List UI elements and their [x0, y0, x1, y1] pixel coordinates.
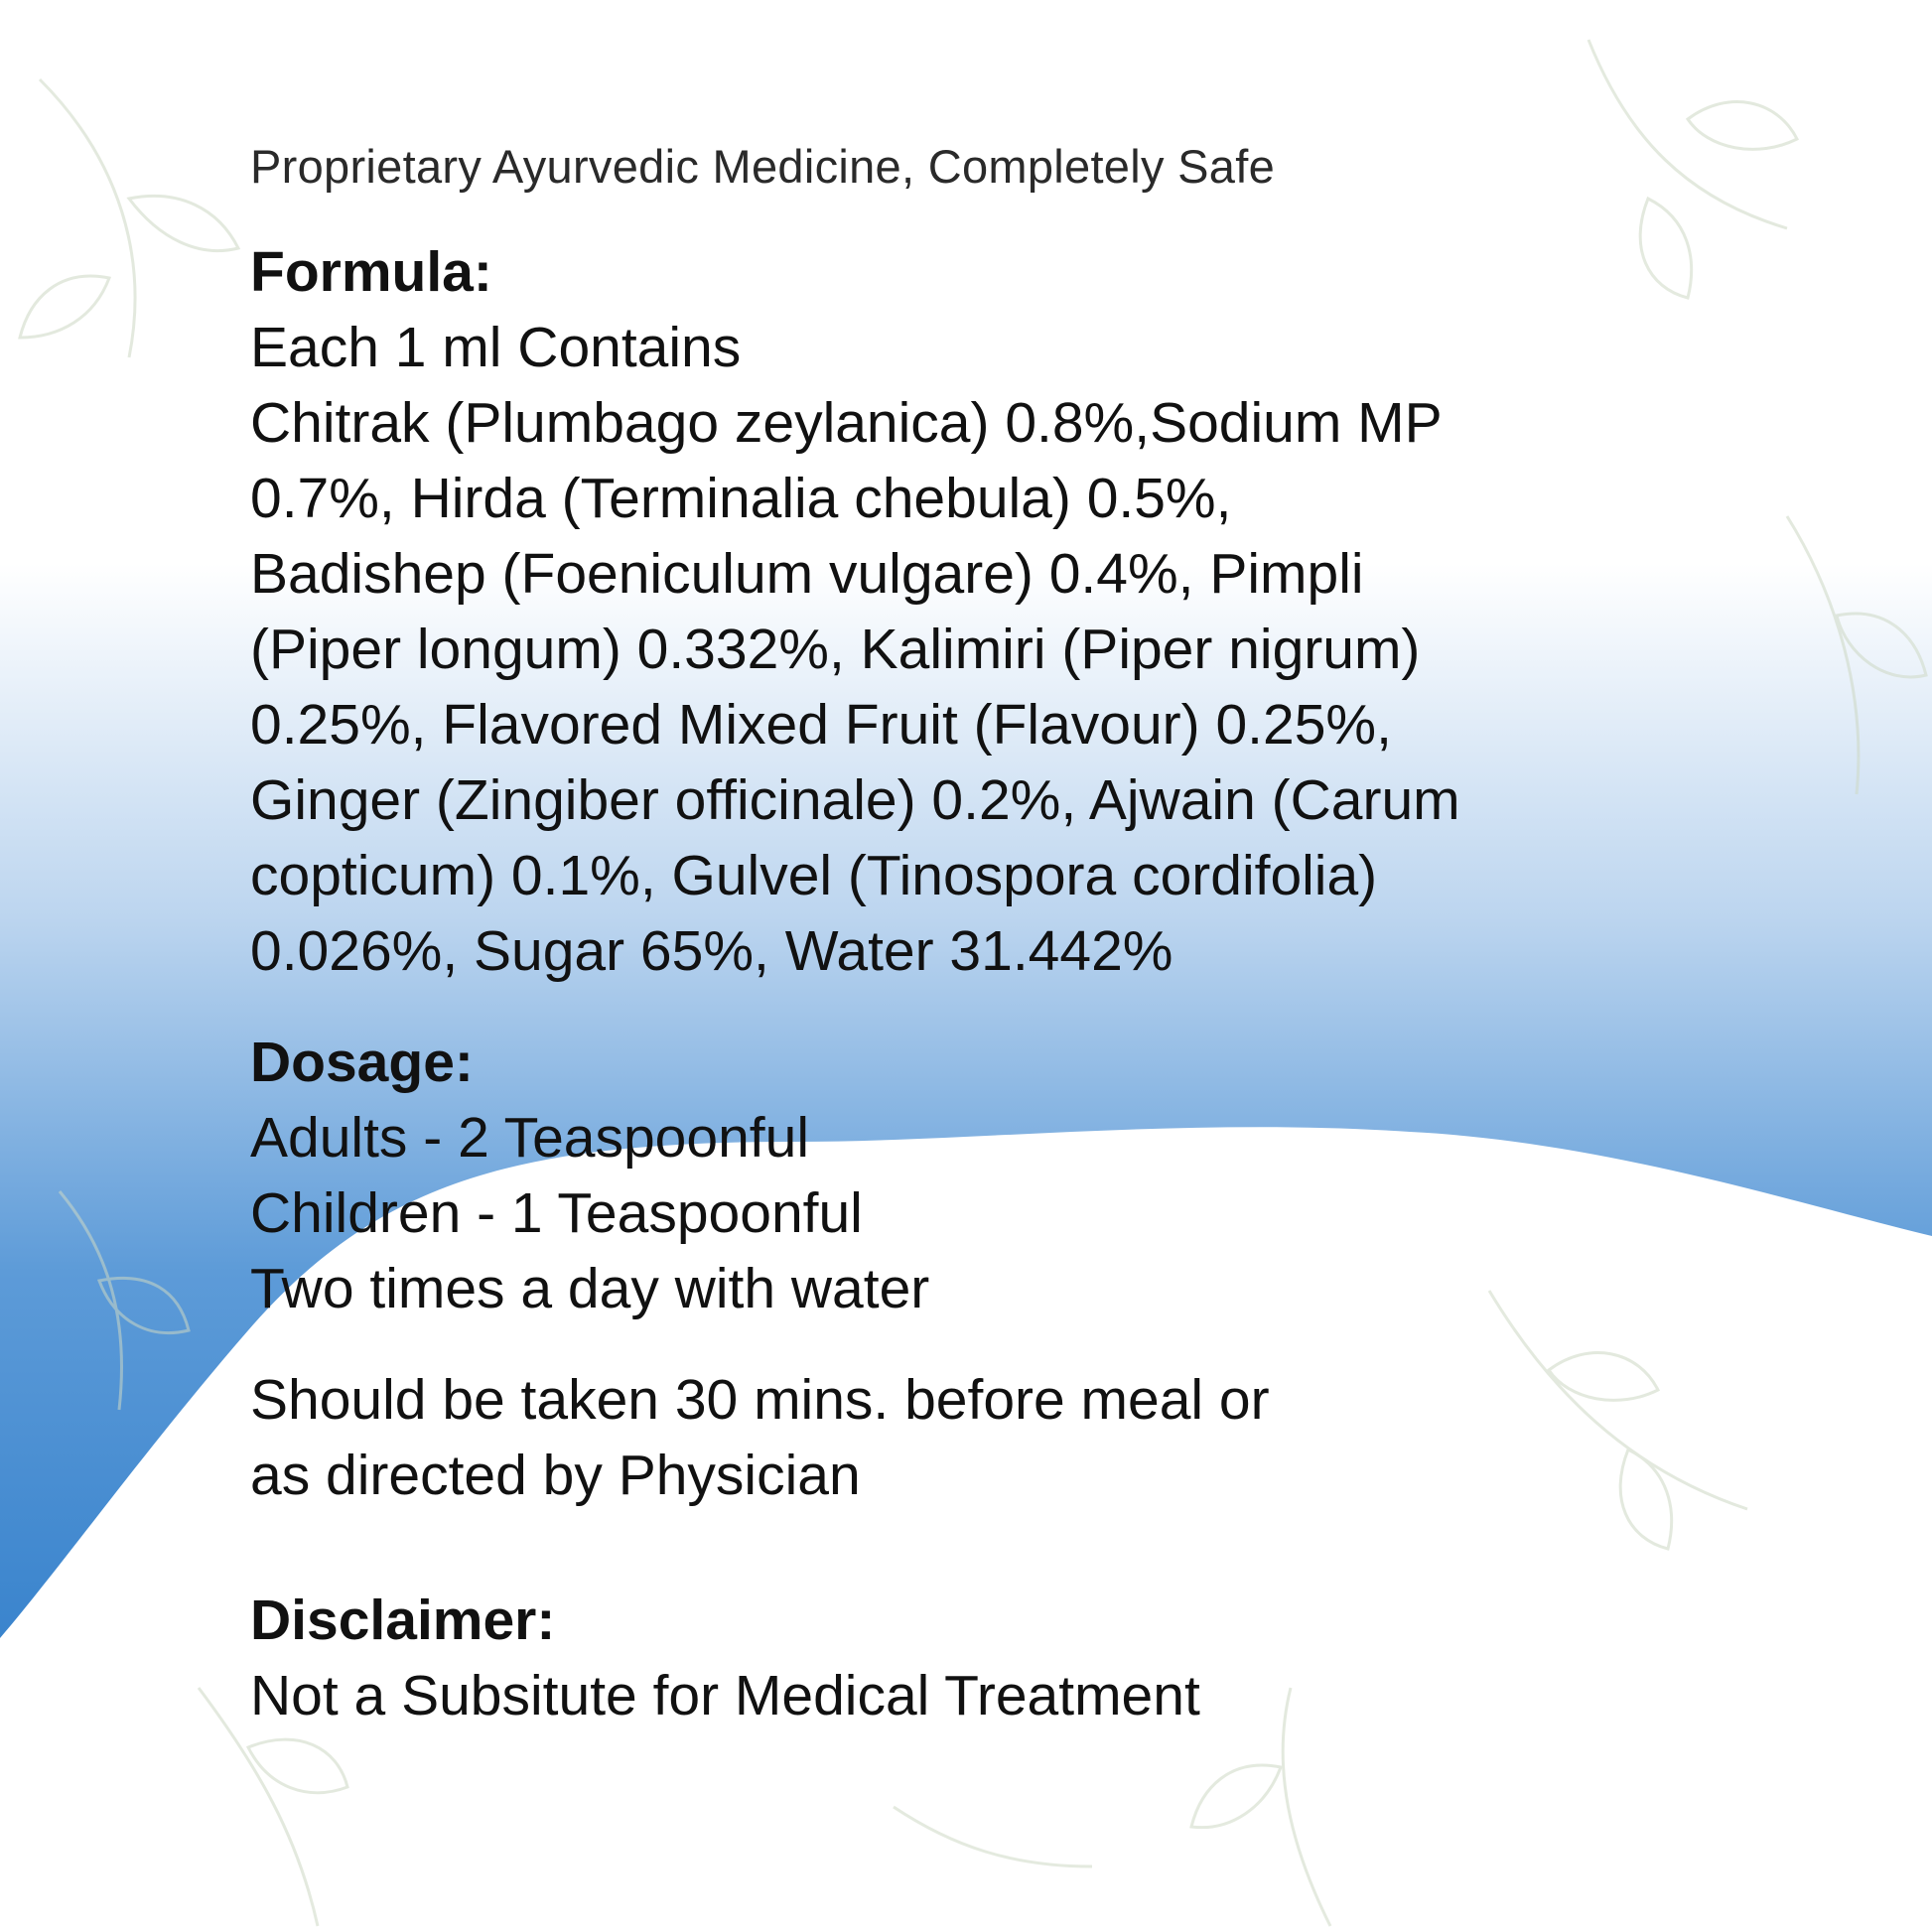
- disclaimer-heading: Disclaimer:: [250, 1588, 556, 1653]
- formula-line: 0.026%, Sugar 65%, Water 31.442%: [250, 919, 1173, 984]
- product-tagline: Proprietary Ayurvedic Medicine, Completely Safe: [250, 140, 1276, 193]
- instructions-line: as directed by Physician: [250, 1444, 861, 1508]
- label-content: [250, 139, 1690, 1769]
- dosage-line: Children - 1 Teaspoonful: [250, 1181, 863, 1246]
- formula-line: (Piper longum) 0.332%, Kalimiri (Piper nigrum): [250, 618, 1421, 682]
- instructions-line: Should be taken 30 mins. before meal or: [250, 1368, 1270, 1433]
- disclaimer-text: Not a Subsitute for Medical Treatment: [250, 1664, 1200, 1728]
- disclaimer-section: [250, 1583, 1690, 1733]
- formula-line: Ginger (Zingiber officinale) 0.2%, Ajwain (Carum: [250, 768, 1460, 833]
- formula-line: Each 1 ml Contains: [250, 316, 742, 380]
- formula-heading: Formula:: [250, 240, 492, 305]
- dosage-heading: Dosage:: [250, 1031, 474, 1095]
- formula-line: copticum) 0.1%, Gulvel (Tinospora cordifolia): [250, 844, 1378, 908]
- formula-line: Badishep (Foeniculum vulgare) 0.4%, Pimpli: [250, 542, 1364, 607]
- formula-line: 0.7%, Hirda (Terminalia chebula) 0.5%,: [250, 467, 1232, 531]
- dosage-line: Two times a day with water: [250, 1257, 930, 1321]
- formula-section: [250, 234, 1690, 989]
- formula-line: 0.25%, Flavored Mixed Fruit (Flavour) 0.25%,: [250, 693, 1392, 758]
- dosage-line: Adults - 2 Teaspoonful: [250, 1106, 809, 1171]
- dosage-section: [250, 1025, 1690, 1326]
- formula-line: Chitrak (Plumbago zeylanica) 0.8%,Sodium MP: [250, 391, 1443, 456]
- instructions-section: [250, 1362, 1690, 1513]
